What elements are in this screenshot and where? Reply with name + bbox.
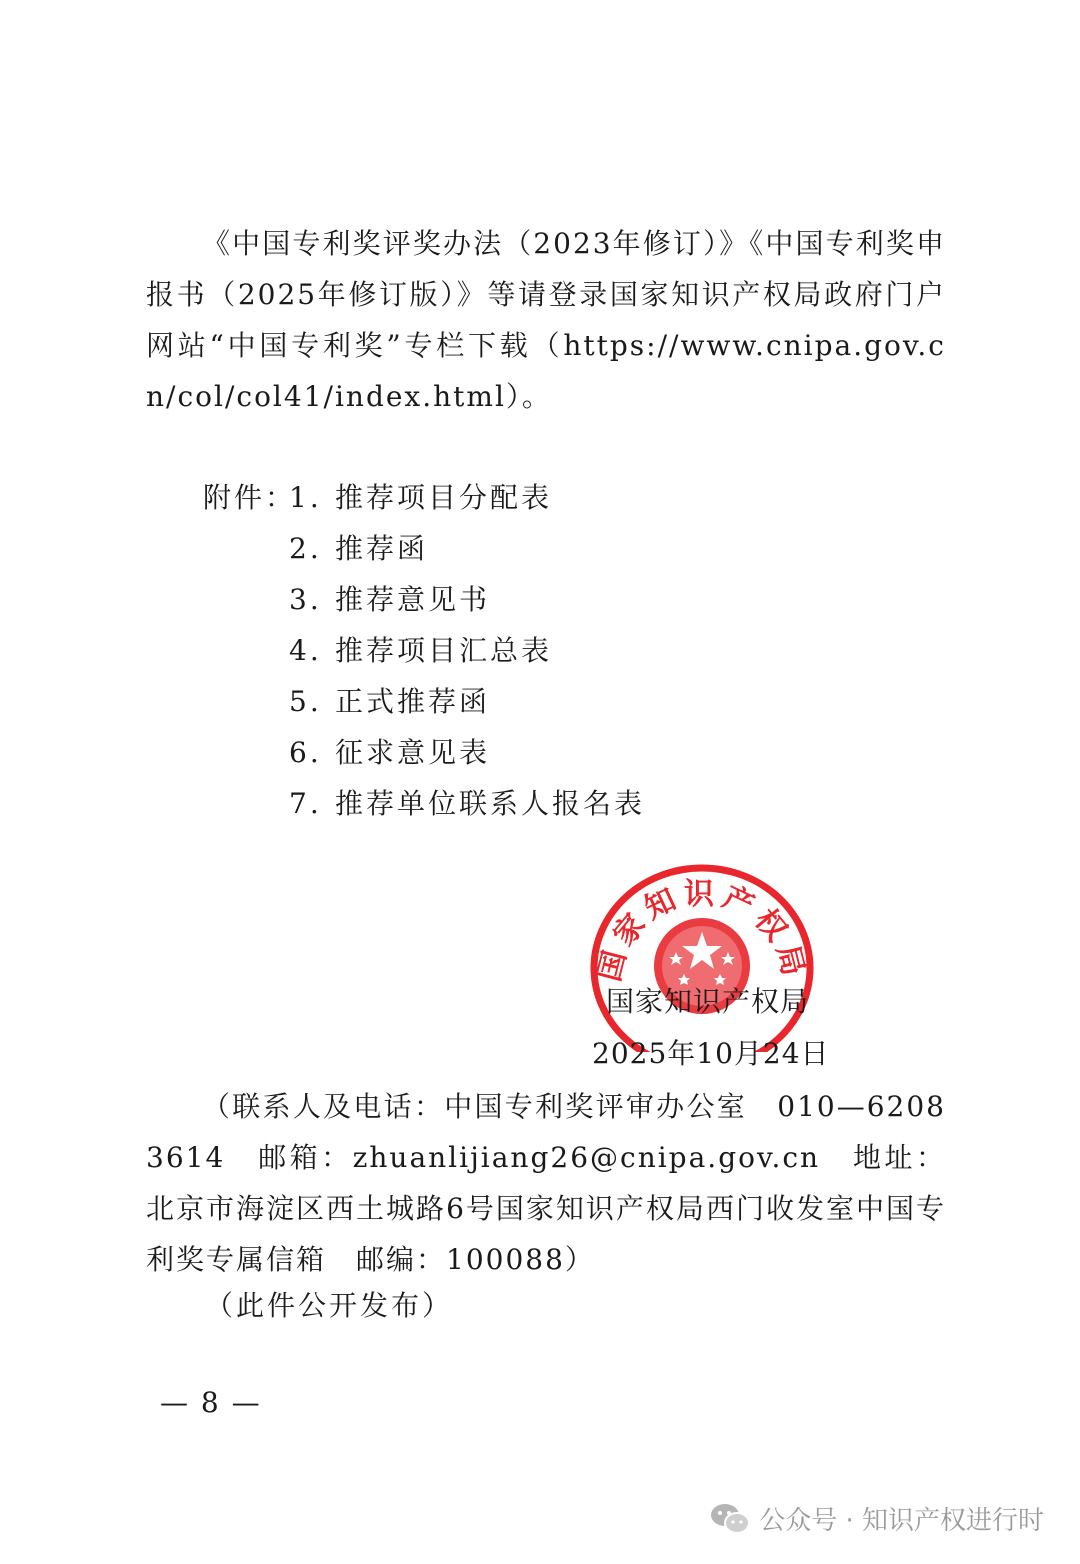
public-release-note: （此件公开发布） (205, 1289, 454, 1322)
official-seal-icon (586, 856, 818, 1052)
attachment-title: 推荐单位联系人报名表 (335, 787, 646, 820)
attachment-title: 正式推荐函 (335, 685, 491, 718)
attachment-item (203, 472, 645, 523)
watermark-text: 公众号 · 知识产权进行时 (759, 1506, 1044, 1536)
attachment-item (203, 574, 645, 625)
attachment-title: 征求意见表 (335, 736, 491, 769)
attachment-number: 3. (289, 583, 322, 616)
attachment-list (203, 472, 645, 829)
attachment-item (203, 778, 645, 829)
attachment-prefix: 附件： (203, 481, 297, 514)
attachment-item (203, 625, 645, 676)
attachment-number: 4. (289, 634, 322, 667)
attachment-item (203, 727, 645, 778)
body-paragraph: 《中国专利奖评奖办法（2023年修订）》《中国专利奖申报书（2025年修订版）》等请登录国家知识产权局政府门户网站“中国专利奖”专栏下载（https://www.cnipa.gov.cn/col/col41/index.html）。 (146, 227, 946, 413)
attachment-title: 推荐项目汇总表 (335, 634, 553, 667)
watermark (709, 1500, 1044, 1537)
attachment-title: 推荐项目分配表 (335, 481, 553, 514)
attachment-number: 6. (289, 736, 322, 769)
contact-info: （联系人及电话：中国专利奖评审办公室 010—62083614 邮箱：zhuanlijiang26@cnipa.gov.cn 地址：北京市海淀区西土城路6号国家知识产权局西门收发室中国专利奖专属信箱 邮编：100088） (146, 1090, 946, 1276)
attachment-title: 推荐意见书 (335, 583, 491, 616)
attachment-number: 7. (289, 787, 322, 820)
page-number: — 8 — (160, 1386, 262, 1419)
attachment-number: 2. (289, 532, 322, 565)
issue-date: 2025年10月24日 (592, 1037, 830, 1070)
attachment-item (203, 523, 645, 574)
wechat-icon (709, 1501, 751, 1537)
attachment-number: 5. (289, 685, 322, 718)
attachment-item (203, 676, 645, 727)
attachment-number: 1. (289, 481, 322, 514)
attachment-title: 推荐函 (335, 532, 429, 565)
seal-lettering: 国家知识产权局 (591, 877, 813, 986)
issuing-organization: 国家知识产权局 (606, 985, 810, 1018)
